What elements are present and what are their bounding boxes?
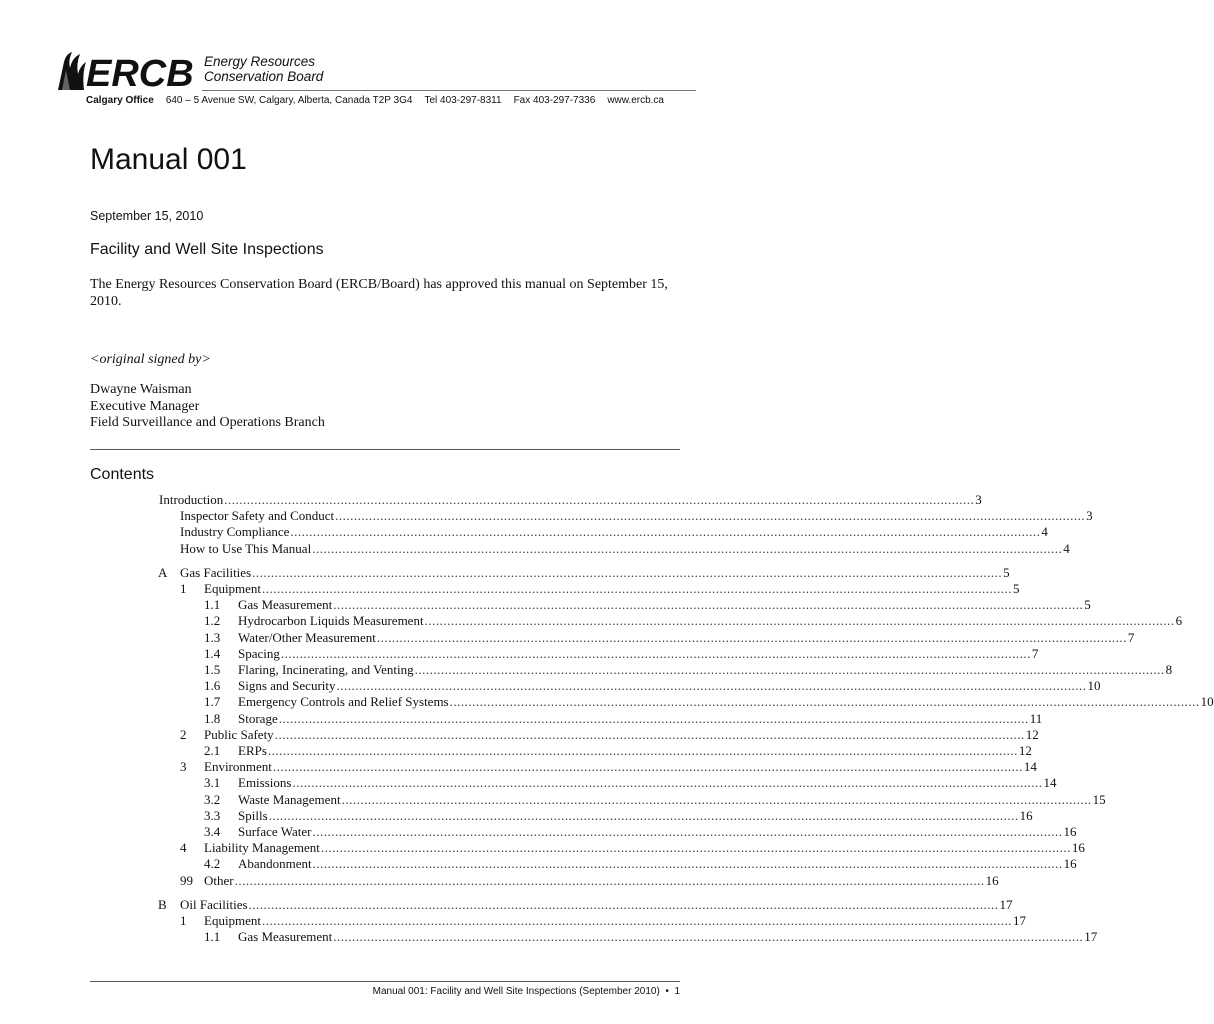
toc-label: Flaring, Incinerating, and Venting <box>238 662 414 677</box>
toc-leader-dots: ........................................................................................................................................................................................................ <box>262 581 1013 596</box>
toc-entry[interactable] <box>0 564 1010 581</box>
toc-label: How to Use This Manual <box>180 540 312 556</box>
toc-entry[interactable] <box>0 645 1039 662</box>
logo-text: ERCB <box>86 53 194 95</box>
toc-leader-dots: ........................................................................................................................................................................................................ <box>320 840 1071 856</box>
office-label: Calgary Office <box>86 95 154 106</box>
toc-page-number: 4 <box>1063 540 1070 556</box>
footer-bullet: • <box>665 986 669 997</box>
toc-label: Liability Management <box>204 840 320 856</box>
toc-entry[interactable] <box>0 791 1106 808</box>
toc-leader-dots: ........................................................................................................................................................................................................ <box>268 807 1019 823</box>
toc-leader-dots: ........................................................................................................................................................................................................ <box>333 929 1084 945</box>
toc-leader-dots: ........................................................................................................................................................................................................ <box>292 775 1043 791</box>
signed-note: <original signed by> <box>90 352 211 367</box>
toc-entry[interactable] <box>0 824 1077 840</box>
toc-leader-dots: ........................................................................................................................................................................................................ <box>424 613 1175 629</box>
toc-entry[interactable] <box>0 581 1020 597</box>
toc-entry[interactable] <box>0 678 1101 694</box>
toc-label: Equipment <box>204 581 262 596</box>
toc-number: 4 <box>180 840 187 856</box>
contents-heading: Contents <box>90 466 155 483</box>
toc-entry[interactable] <box>0 662 1173 678</box>
toc-label: Oil Facilities <box>180 896 248 912</box>
toc-leader-dots: ........................................................................................................................................................................................................ <box>341 791 1092 807</box>
toc-page-number: 8 <box>1165 662 1173 677</box>
toc-leader-dots: ........................................................................................................................................................................................................ <box>252 564 1003 580</box>
toc-entry[interactable] <box>0 856 1077 872</box>
toc-number: 1 <box>180 581 187 596</box>
toc-page-number: 7 <box>1127 629 1135 645</box>
toc-number: 3.3 <box>204 807 221 823</box>
toc-entry[interactable] <box>0 629 1135 646</box>
toc-page-number: 10 <box>1087 678 1101 694</box>
toc-page-number: 5 <box>1003 564 1010 580</box>
telephone: Tel 403-297-8311 <box>424 95 502 106</box>
header-rule <box>202 90 696 91</box>
toc-label: Water/Other Measurement <box>238 629 376 645</box>
toc-number: 1.3 <box>204 629 221 645</box>
toc-leader-dots: ........................................................................................................................................................................................................ <box>262 913 1013 928</box>
toc-label: Inspector Safety and Conduct <box>180 508 335 524</box>
toc-leader-dots: ........................................................................................................................................................................................................ <box>248 896 999 912</box>
toc-number: 1.5 <box>204 662 221 677</box>
toc-page-number: 16 <box>1063 856 1077 872</box>
org-name-line2: Conservation Board <box>204 69 324 84</box>
toc-page-number: 17 <box>1013 913 1027 928</box>
signer-branch: Field Surveillance and Operations Branch <box>90 415 325 430</box>
toc-leader-dots: ........................................................................................................................................................................................................ <box>312 540 1063 556</box>
org-name <box>204 54 323 84</box>
toc-leader-dots: ........................................................................................................................................................................................................ <box>376 629 1127 645</box>
toc-page-number: 14 <box>1023 759 1037 775</box>
toc-label: Gas Facilities <box>180 564 252 580</box>
toc-label: Gas Measurement <box>238 929 333 945</box>
toc-leader-dots: ........................................................................................................................................................................................................ <box>312 856 1063 872</box>
toc-label: Spills <box>238 807 268 823</box>
signer-name: Dwayne Waisman <box>90 382 192 397</box>
toc-entry[interactable] <box>0 840 1085 856</box>
toc-number: 1.4 <box>204 645 221 661</box>
toc-entry[interactable] <box>0 540 1070 557</box>
toc-number: 3.2 <box>204 791 221 807</box>
toc-entry[interactable] <box>0 743 1032 759</box>
toc-entry[interactable] <box>0 775 1057 791</box>
toc-page-number: 16 <box>1019 807 1033 823</box>
toc-entry[interactable] <box>0 913 1027 929</box>
fax: Fax 403-297-7336 <box>513 95 596 106</box>
toc-leader-dots: ........................................................................................................................................................................................................ <box>267 743 1018 758</box>
toc-leader-dots: ........................................................................................................................................................................................................ <box>272 759 1023 775</box>
toc-number: B <box>158 896 167 912</box>
toc-label: Abandonment <box>238 856 312 872</box>
toc-page-number: 15 <box>1092 791 1106 807</box>
toc-label: Signs and Security <box>238 678 336 694</box>
toc-leader-dots: ........................................................................................................................................................................................................ <box>280 645 1031 661</box>
org-name-line1: Energy Resources <box>204 54 316 69</box>
toc-number: 1.1 <box>204 597 221 613</box>
footer-rule <box>90 981 680 982</box>
toc-page-number: 12 <box>1018 743 1032 758</box>
toc-number: 4.2 <box>204 856 221 872</box>
footer-text: Manual 001: Facility and Well Site Inspections (September 2010) <box>372 986 660 997</box>
signer-title: Executive Manager <box>90 398 200 414</box>
toc-leader-dots: ........................................................................................................................................................................................................ <box>234 872 985 888</box>
toc-entry[interactable] <box>0 896 1013 913</box>
toc-page-number: 5 <box>1013 581 1020 596</box>
toc-leader-dots: ........................................................................................................................................................................................................ <box>449 694 1200 710</box>
toc-number: 99 <box>180 872 193 888</box>
toc-entry[interactable] <box>0 929 1098 945</box>
toc-entry[interactable] <box>0 597 1091 613</box>
toc-number: 1.1 <box>204 929 221 945</box>
toc-leader-dots: ........................................................................................................................................................................................................ <box>224 492 975 507</box>
toc-label: Public Safety <box>204 726 274 742</box>
toc-page-number: 16 <box>985 872 999 888</box>
toc-label: Other <box>204 872 234 888</box>
letterhead <box>56 48 696 108</box>
toc-page-number: 14 <box>1043 775 1057 791</box>
toc-page-number: 6 <box>1175 613 1183 629</box>
signer-block <box>90 382 325 432</box>
document-subtitle: Facility and Well Site Inspections <box>90 241 324 258</box>
toc-label: Introduction <box>159 492 224 507</box>
toc-label: Gas Measurement <box>238 597 333 613</box>
toc-label: Spacing <box>238 645 280 661</box>
toc-leader-dots: ........................................................................................................................................................................................................ <box>333 597 1084 613</box>
toc-number: 3.4 <box>204 824 221 839</box>
page-title: Manual 001 <box>90 143 247 176</box>
toc-entry[interactable] <box>0 759 1037 775</box>
toc-leader-dots: ........................................................................................................................................................................................................ <box>414 662 1165 677</box>
website: www.ercb.ca <box>607 95 664 106</box>
toc-number: A <box>158 564 168 580</box>
toc-label: Surface Water <box>238 824 312 839</box>
toc-number: 3 <box>180 759 187 775</box>
toc-number: 1.7 <box>204 694 221 710</box>
toc-page-number: 7 <box>1031 645 1039 661</box>
toc-number: 1.6 <box>204 678 221 694</box>
page-footer <box>373 986 680 997</box>
toc-label: ERPs <box>238 743 267 758</box>
toc-entry[interactable] <box>0 613 1183 629</box>
toc-number: 1.2 <box>204 613 221 629</box>
toc-label: Hydrocarbon Liquids Measurement <box>238 613 424 629</box>
toc-number: 3.1 <box>204 775 221 791</box>
address-line <box>86 95 664 106</box>
toc-number: 2.1 <box>204 743 221 758</box>
toc-entry[interactable] <box>0 492 982 508</box>
toc-page-number: 16 <box>1071 840 1085 856</box>
page-number: 1 <box>674 986 680 997</box>
toc-number: 1.8 <box>204 710 221 726</box>
toc-label: Industry Compliance <box>180 524 290 540</box>
toc-page-number: 16 <box>1063 824 1077 839</box>
toc-page-number: 4 <box>1041 524 1048 540</box>
section-divider <box>90 449 680 450</box>
toc-entry[interactable] <box>0 710 1043 727</box>
toc-page-number: 11 <box>1029 710 1043 726</box>
toc-entry[interactable] <box>0 508 1093 524</box>
approval-text: The Energy Resources Conservation Board (ERCB/Board) has approved this manual on September 15, 2010. <box>90 277 668 309</box>
toc-page-number: 5 <box>1084 597 1091 613</box>
toc-entry[interactable] <box>0 726 1039 743</box>
toc-entry[interactable] <box>0 524 1048 540</box>
document-date: September 15, 2010 <box>90 209 204 223</box>
toc-leader-dots: ........................................................................................................................................................................................................ <box>274 726 1025 742</box>
toc-leader-dots: ........................................................................................................................................................................................................ <box>290 524 1041 540</box>
toc-page-number: 17 <box>1084 929 1098 945</box>
toc-entry[interactable] <box>0 807 1033 824</box>
address: 640 – 5 Avenue SW, Calgary, Alberta, Canada T2P 3G4 <box>165 95 413 106</box>
toc-leader-dots: ........................................................................................................................................................................................................ <box>335 508 1086 524</box>
toc-label: Emergency Controls and Relief Systems <box>238 694 449 710</box>
toc-page-number: 3 <box>1086 508 1093 524</box>
toc-page-number: 3 <box>975 492 982 507</box>
toc-entry[interactable] <box>0 872 999 889</box>
toc-label: Waste Management <box>238 791 341 807</box>
toc-leader-dots: ........................................................................................................................................................................................................ <box>312 824 1063 839</box>
toc-leader-dots: ........................................................................................................................................................................................................ <box>278 710 1029 726</box>
toc-entry[interactable] <box>0 694 1214 710</box>
toc-page-number: 12 <box>1025 726 1039 742</box>
toc-label: Storage <box>238 710 278 726</box>
toc-number: 2 <box>180 726 187 742</box>
toc-label: Equipment <box>204 913 262 928</box>
toc-page-number: 17 <box>999 896 1013 912</box>
toc-page-number: 10 <box>1200 694 1214 710</box>
toc-number: 1 <box>180 913 187 928</box>
toc-label: Emissions <box>238 775 292 791</box>
toc-label: Environment <box>204 759 272 775</box>
toc-leader-dots: ........................................................................................................................................................................................................ <box>336 678 1087 694</box>
